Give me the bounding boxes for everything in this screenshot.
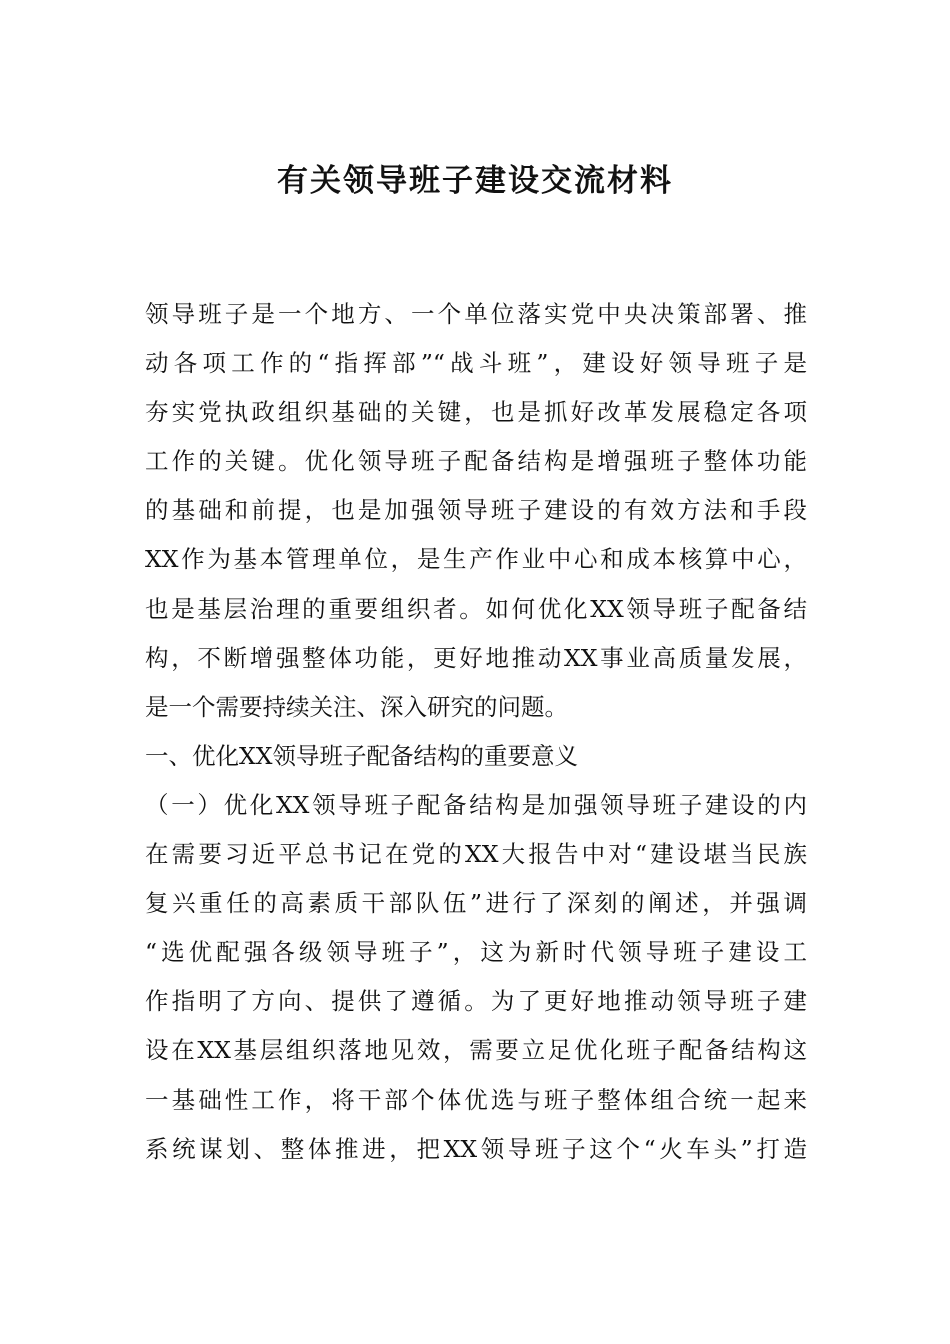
text-line: 的基础和前提，也是加强领导班子建设的有效方法和手段 (145, 496, 807, 525)
text-line: （一）优化XX领导班子配备结构是加强领导班子建设的内 (145, 790, 807, 819)
text-line: 设在XX基层组织落地见效，需要立足优化班子配备结构这 (145, 1036, 807, 1065)
text-line: 作指明了方向、提供了遵循。为了更好地推动领导班子建 (145, 987, 807, 1016)
text-line: XX作为基本管理单位，是生产作业中心和成本核算中心， (145, 545, 807, 574)
text-line: 也是基层治理的重要组织者。如何优化XX领导班子配备结 (145, 594, 807, 623)
text-line: 复兴重任的高素质干部队伍”进行了深刻的阐述，并强调 (145, 889, 807, 918)
text-line: 是一个需要持续关注、深入研究的问题。 (145, 692, 568, 721)
text-line: 夯实党执政组织基础的关键，也是抓好改革发展稳定各项 (145, 398, 807, 427)
text-line: 动各项工作的“指挥部”“战斗班”，建设好领导班子是 (145, 349, 807, 378)
text-line: 一基础性工作，将干部个体优选与班子整体组合统一起来 (145, 1085, 807, 1114)
text-line: 一、优化XX领导班子配备结构的重要意义 (145, 741, 578, 770)
document-title: 有关领导班子建设交流材料 (277, 163, 673, 199)
text-line: 在需要习近平总书记在党的XX大报告中对“建设堪当民族 (145, 840, 807, 869)
text-line: 工作的关键。优化领导班子配备结构是增强班子整体功能 (145, 447, 807, 476)
text-line: 系统谋划、整体推进，把XX领导班子这个“火车头”打造 (145, 1134, 807, 1163)
document-body (145, 290, 807, 1174)
text-line: 领导班子是一个地方、一个单位落实党中央决策部署、推 (145, 300, 807, 328)
text-line: 构，不断增强整体功能，更好地推动XX事业高质量发展， (145, 643, 807, 672)
text-line: “选优配强各级领导班子”，这为新时代领导班子建设工 (145, 938, 807, 967)
